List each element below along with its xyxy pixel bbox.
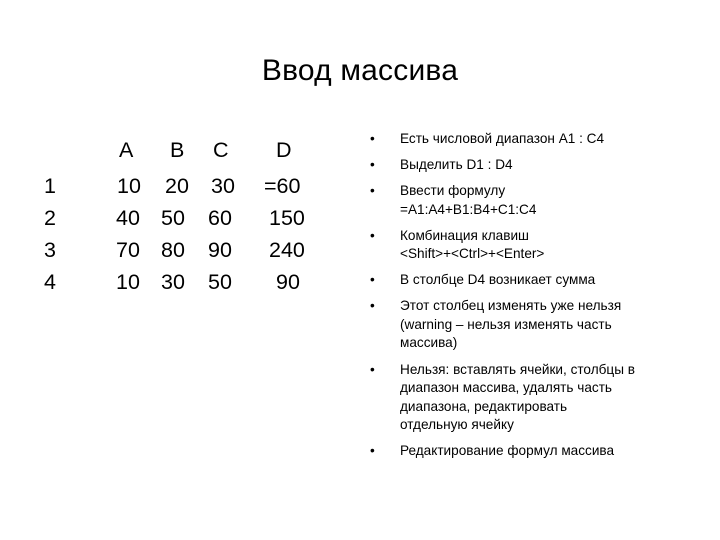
column-header-a: A xyxy=(119,138,134,162)
bullet-marker: • xyxy=(370,131,375,146)
list-item xyxy=(370,297,670,353)
column-header-d: D xyxy=(276,138,292,162)
bullet-marker: • xyxy=(370,361,375,377)
table-cell-c1: 30 xyxy=(211,174,235,198)
table-cell-b2: 50 xyxy=(161,206,185,230)
table-cell-b3: 80 xyxy=(161,238,185,262)
table-cell-d2: 150 xyxy=(269,206,305,230)
list-item xyxy=(370,361,670,435)
table-cell-c4: 50 xyxy=(208,270,232,294)
row-label: 1 xyxy=(44,174,56,198)
bullet-text-line: (warning – нельзя изменять часть xyxy=(400,316,612,332)
bullet-marker: • xyxy=(370,298,375,314)
bullet-text-line: Этот столбец изменять уже нельзя xyxy=(400,298,622,314)
row-label: 3 xyxy=(44,238,56,262)
list-item xyxy=(370,156,670,175)
list-item xyxy=(370,442,670,461)
table-cell-d3: 240 xyxy=(269,238,305,262)
table-cell-a4: 10 xyxy=(116,270,140,294)
column-header-b: B xyxy=(170,138,185,162)
slide-title: Ввод массива xyxy=(261,54,459,87)
bullet-text-line: <Shift>+<Ctrl>+<Enter> xyxy=(400,246,545,262)
bullet-text-line: Есть числовой диапазон А1 : С4 xyxy=(400,131,605,146)
bullet-text-line: Комбинация клавиш xyxy=(400,227,529,243)
table-cell-a3: 70 xyxy=(116,238,140,262)
bullet-marker: • xyxy=(370,227,375,243)
table-cell-c2: 60 xyxy=(208,206,232,230)
bullet-list xyxy=(370,130,670,468)
bullet-marker: • xyxy=(370,157,375,173)
bullet-marker: • xyxy=(370,272,375,288)
bullet-text-line: диапазона, редактировать xyxy=(400,398,568,414)
list-item xyxy=(370,130,670,149)
row-label: 4 xyxy=(44,270,56,294)
bullet-text-line: Редактирование формул массива xyxy=(400,443,615,459)
list-item xyxy=(370,227,670,264)
row-label: 2 xyxy=(44,206,56,230)
bullet-text-line: Ввести формулу xyxy=(400,183,506,199)
list-item xyxy=(370,271,670,290)
list-item xyxy=(370,182,670,219)
bullet-text-line: В столбце D4 возникает сумма xyxy=(400,272,596,288)
bullet-text-line: массива) xyxy=(400,335,458,351)
table-cell-a2: 40 xyxy=(116,206,140,230)
bullet-marker: • xyxy=(370,183,375,199)
table-cell-b4: 30 xyxy=(161,270,185,294)
bullet-text-line: отдельную ячейку xyxy=(400,417,514,433)
table-cell-d1: =60 xyxy=(264,174,301,198)
bullet-text-line: диапазон массива, удалять часть xyxy=(400,380,613,396)
bullet-text-line: =А1:А4+В1:В4+С1:С4 xyxy=(400,201,537,217)
table-cell-d4: 90 xyxy=(276,270,300,294)
bullet-text-line: Выделить D1 : D4 xyxy=(400,157,513,173)
table-cell-b1: 20 xyxy=(165,174,189,198)
column-header-c: C xyxy=(213,138,229,162)
bullet-marker: • xyxy=(370,443,375,459)
table-cell-a1: 10 xyxy=(117,174,141,198)
table-cell-c3: 90 xyxy=(208,238,232,262)
bullet-text-line: Нельзя: вставлять ячейки, столбцы в xyxy=(400,361,635,377)
